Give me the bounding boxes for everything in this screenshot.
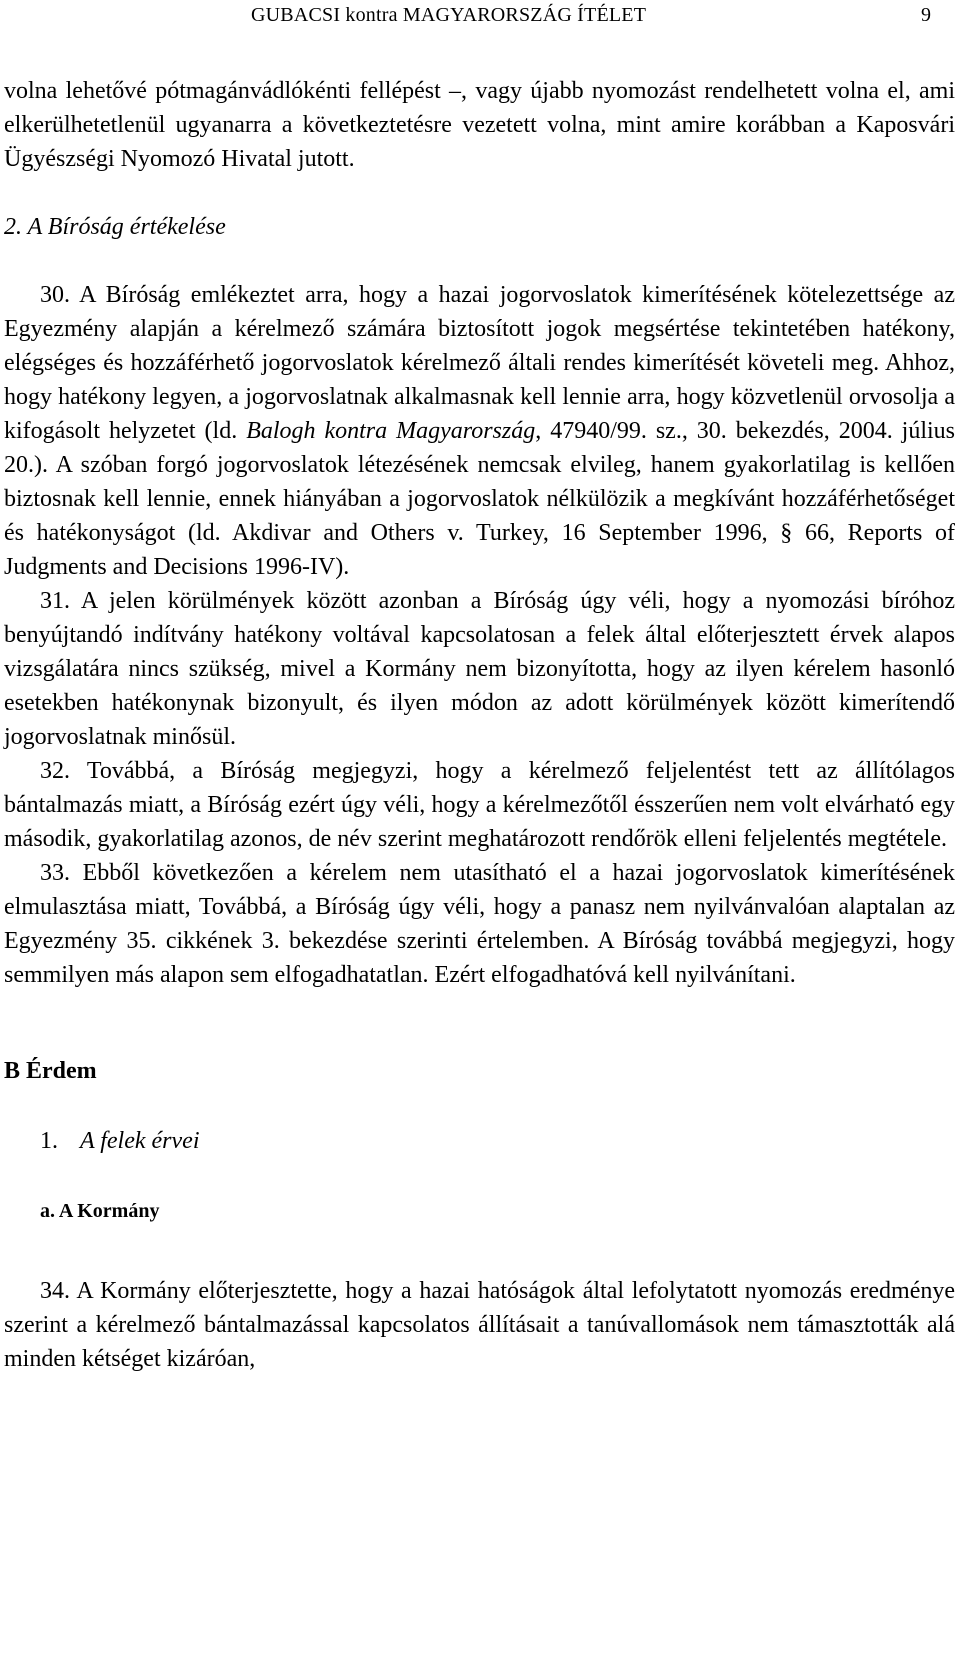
running-header: GUBACSI kontra MAGYARORSZÁG ÍTÉLET [251, 4, 647, 26]
paragraph-30-part-2: , 47940/99. sz., 30. bekezdés, 2004. július 20.). A szóban forgó jogorvoslatok létezésének nemcsak elvileg, hanem gyakorlatilag is kellően biztosnak kell lennie, ennek hiányában a jogorvoslatok nélkülözik a megkívánt hozzáférhetőséget és hatékonyságot (ld. Akdivar and Others v. Turkey, 16 September 1996, § 66, Reports of Judgments and Decisions 1996-IV). [4, 418, 956, 580]
paragraph-30-part-1: 30. A Bíróság emlékeztet arra, hogy a hazai jogorvoslatok kimerítésének kötelezettsége az Egyezmény alapján a kérelmező számára biztosított jogok megsértése tekintetében hatékony, elégséges és hozzáférhető jogorvoslatok kérelmező általi rendes kimerítését követeli meg. Ahhoz, hogy hatékony legyen, a jogorvoslatnak alkalmasnak kell lennie arra, hogy közvetlenül orvosolja a kifogásolt helyzetet (ld. [4, 282, 955, 444]
document-body [4, 74, 955, 1376]
paragraph-30 [4, 278, 955, 584]
paragraph-continuation: volna lehetővé pótmagánvádlókénti fellépést –, vagy újabb nyomozást rendelhetett volna el, ami elkerülhetetlenül ugyanarra a következtetésre vezetett volna, mint amire korábban a Kaposvári Ügyészségi Nyomozó Hivatal jutott. [4, 78, 955, 172]
case-citation: Balogh kontra Magyarország [246, 418, 536, 444]
paragraph-32: 32. Továbbá, a Bíróság megjegyzi, hogy a kérelmező feljelentést tett az állítólagos bántalmazás miatt, a Bíróság ezért úgy véli, hogy a kérelmezőtől ésszerűen nem volt elvárható egy második, gyakorlatilag azonos, de név szerint meghatározott rendőrök elleni feljelentés megtétele. [4, 758, 955, 852]
paragraph-31: 31. A jelen körülmények között azonban a Bíróság úgy véli, hogy a nyomozási bíróhoz benyújtandó indítvány hatékony voltával kapcsolatosan a felek által előterjesztett érvek alapos vizsgálatára nincs szükség, mivel a Kormány nem bizonyította, hogy az ilyen kérelem hasonló esetekben hatékonynak bizonyult, és ilyen módon az adott körülmények között kimerítendő jogorvoslatnak minősül. [4, 588, 955, 750]
heading-court-assessment: 2. A Bíróság értékelése [4, 214, 226, 240]
subsection-title: A felek érvei [80, 1128, 200, 1154]
paragraph-33: 33. Ebből következően a kérelem nem utasítható el a hazai jogorvoslatok kimerítésének elmulasztása miatt, Továbbá, a Bíróság úgy véli, hogy a panasz nem nyilvánvalóan alaptalan az Egyezmény 35. cikkének 3. bekezdése szerinti értelemben. A Bíróság továbbá megjegyzi, hogy semmilyen más alapon sem elfogadhatatlan. Ezért elfogadhatóvá kell nyilvánítani. [4, 860, 955, 988]
paragraph-34: 34. A Kormány előterjesztette, hogy a hazai hatóságok által lefolytatott nyomozás eredménye szerint a kérelmező bántalmazással kapcsolatos állításait a tanúvallomások nem támasztották alá minden kétséget kizáróan, [4, 1278, 955, 1372]
page-number: 9 [921, 4, 931, 26]
section-heading-merits: B Érdem [4, 1058, 97, 1084]
subsection-heading-government: a. A Kormány [40, 1200, 160, 1222]
subsection-number: 1. [40, 1128, 58, 1154]
subsection-heading-arguments [4, 1124, 955, 1158]
